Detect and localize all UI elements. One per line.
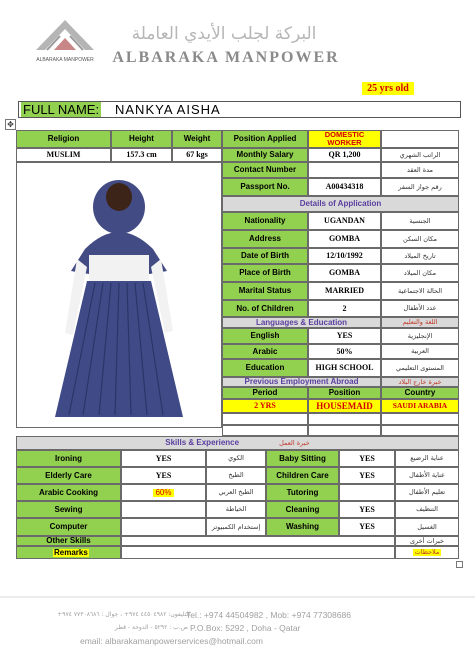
address-label: Address [222,230,308,248]
emp-empty-row [222,413,308,425]
nationality-label: Nationality [222,212,308,230]
languages-education-header: Languages & Education [222,317,381,328]
period-header: Period [222,387,308,399]
emp-empty-row [381,413,459,425]
skills-title-arabic: خبرة العمل [279,438,310,447]
footer-phone: Tel.: +974 44504982 , Mob: +974 77308686 [186,610,351,620]
passport-value: A00434318 [308,178,381,196]
applicant-photo [16,162,222,428]
washing-arabic: الغسيل [395,518,459,536]
emp-country-value: SAUDI ARABIA [381,399,459,413]
monthly-salary-label: Monthly Salary [222,148,308,162]
position-applied-value: DOMESTIC WORKER [308,130,381,148]
children-care-arabic: عناية الأطفال [395,467,459,484]
baby-sitting-value: YES [339,450,395,467]
full-name-value: NANKYA AISHA [115,102,221,117]
full-name-bar [18,101,461,118]
contact-number-label: Contact Number [222,162,308,178]
company-logo [32,14,98,64]
cleaning-value: YES [339,501,395,518]
skills-experience-header [16,436,459,450]
washing-label: Washing [266,518,339,536]
emp-empty-row [381,425,459,436]
elderly-care-label: Elderly Care [16,467,121,484]
computer-label: Computer [16,518,121,536]
arabic-cooking-arabic: الطبخ العربي [206,484,266,501]
sewing-value [121,501,206,518]
education-value: HIGH SCHOOL [308,359,381,377]
arabic-value: 50% [308,344,381,359]
footer-email: email: albarakamanpowerservices@hotmail.com [80,636,263,646]
height-header: Height [111,130,172,148]
tutoring-value [339,484,395,501]
cleaning-arabic: التنظيف [395,501,459,518]
cleaning-label: Cleaning [266,501,339,518]
company-name-english: ALBARAKA MANPOWER [112,49,340,66]
footer-pobox: P.O.Box: 5292 , Doha - Qatar [190,623,301,633]
height-value: 157.3 cm [111,148,172,162]
children-arabic: عدد الأطفال [381,300,459,317]
other-skills-label: Other Skills [16,536,121,546]
skills-title: Skills & Experience [165,438,240,447]
religion-value: MUSLIM [16,148,111,162]
logo-text: ALBARAKA MANPOWER [36,57,94,63]
computer-value [121,518,206,536]
monthly-salary-arabic: الراتب الشهري [381,148,459,162]
footer-phone-arabic: التليفون: ٤٤٥٠٤٩٨٢ ٩٧٤+ ، جوال : ٧٧٣٠٨٦٨٦ ٩٧٤+ [57,611,190,618]
nationality-value: UGANDAN [308,212,381,230]
previous-employment-header: Previous Employment Abroad [222,377,381,387]
baby-sitting-label: Baby Sitting [266,450,339,467]
emp-empty-row [308,413,381,425]
tutoring-label: Tutoring [266,484,339,501]
education-arabic: المستوى التعليمي [381,359,459,377]
ironing-label: Ironing [16,450,121,467]
country-header: Country [381,387,459,399]
details-of-application-header: Details of Application [222,196,459,212]
passport-arabic: رقم جواز السفر [381,178,459,196]
footer-pobox-arabic: ص.ب : ٥٢٩٢ - الدوحة - قطر [114,624,188,631]
children-care-value: YES [339,467,395,484]
arabic-cooking-value: 60% [155,487,172,497]
weight-value: 67 kgs [172,148,222,162]
languages-education-arabic: اللغة والتعليم [381,317,459,328]
arabic-cooking-label: Arabic Cooking [16,484,121,501]
remarks-label: Remarks [54,547,88,557]
date-of-birth-value: 12/10/1992 [308,248,381,264]
address-arabic: مكان السكن [381,230,459,248]
emp-period-value: 2 YRS [222,399,308,413]
position-applied-arabic-blank [381,130,459,148]
emp-position-header: Position [308,387,381,399]
sewing-label: Sewing [16,501,121,518]
baby-sitting-arabic: عناية الرضيع [395,450,459,467]
previous-employment-arabic: خبرة خارج البلاد [381,377,459,387]
english-label: English [222,328,308,344]
address-value: GOMBA [308,230,381,248]
emp-position-value: HOUSEMAID [308,399,381,413]
remarks-label-cell [16,546,121,559]
sewing-arabic: الخياطة [206,501,266,518]
age-badge: 25 yrs old [362,82,414,95]
tutoring-arabic: تعليم الأطفال [395,484,459,501]
other-skills-value [121,536,395,546]
table-resize-handle-icon[interactable] [456,561,463,568]
marital-status-arabic: الحالة الاجتماعية [381,282,459,300]
contact-number-arabic: مدة العقد [381,162,459,178]
marital-status-label: Marital Status [222,282,308,300]
religion-header: Religion [16,130,111,148]
date-of-birth-label: Date of Birth [222,248,308,264]
emp-empty-row [308,425,381,436]
position-applied-label: Position Applied [222,130,308,148]
place-of-birth-label: Place of Birth [222,264,308,282]
english-value: YES [308,328,381,344]
marital-status-value: MARRIED [308,282,381,300]
remarks-arabic: ملاحظات [414,548,440,557]
remarks-value [121,546,395,559]
arabic-label: Arabic [222,344,308,359]
arabic-arabic: العربية [381,344,459,359]
place-of-birth-arabic: مكان الميلاد [381,264,459,282]
weight-header: Weight [172,130,222,148]
table-move-handle-icon[interactable]: ✥ [5,119,16,130]
remarks-arabic-cell [395,546,459,559]
ironing-value: YES [121,450,206,467]
children-value: 2 [308,300,381,317]
education-label: Education [222,359,308,377]
monthly-salary-value: QR 1,200 [308,148,381,162]
washing-value: YES [339,518,395,536]
footer-divider [0,596,475,598]
place-of-birth-value: GOMBA [308,264,381,282]
elderly-care-value: YES [121,467,206,484]
company-name-arabic: البركة لجلب الأيدي العاملة [131,24,317,44]
arabic-cooking-cell [121,484,206,501]
english-arabic: الإنجليزية [381,328,459,344]
ironing-arabic: الكوي [206,450,266,467]
full-name-label: FULL NAME: [23,102,100,117]
date-of-birth-arabic: تاريخ الميلاد [381,248,459,264]
other-skills-arabic: خبرات أخرى [395,536,459,546]
contact-number-value [308,162,381,178]
children-care-label: Children Care [266,467,339,484]
nationality-arabic: الجنسية [381,212,459,230]
emp-empty-row [222,425,308,436]
children-label: No. of Children [222,300,308,317]
passport-label: Passport No. [222,178,308,196]
computer-arabic: إستخدام الكمبيوتر [206,518,266,536]
elderly-care-arabic: الطبخ [206,467,266,484]
applicant-photo-figure [17,163,221,427]
